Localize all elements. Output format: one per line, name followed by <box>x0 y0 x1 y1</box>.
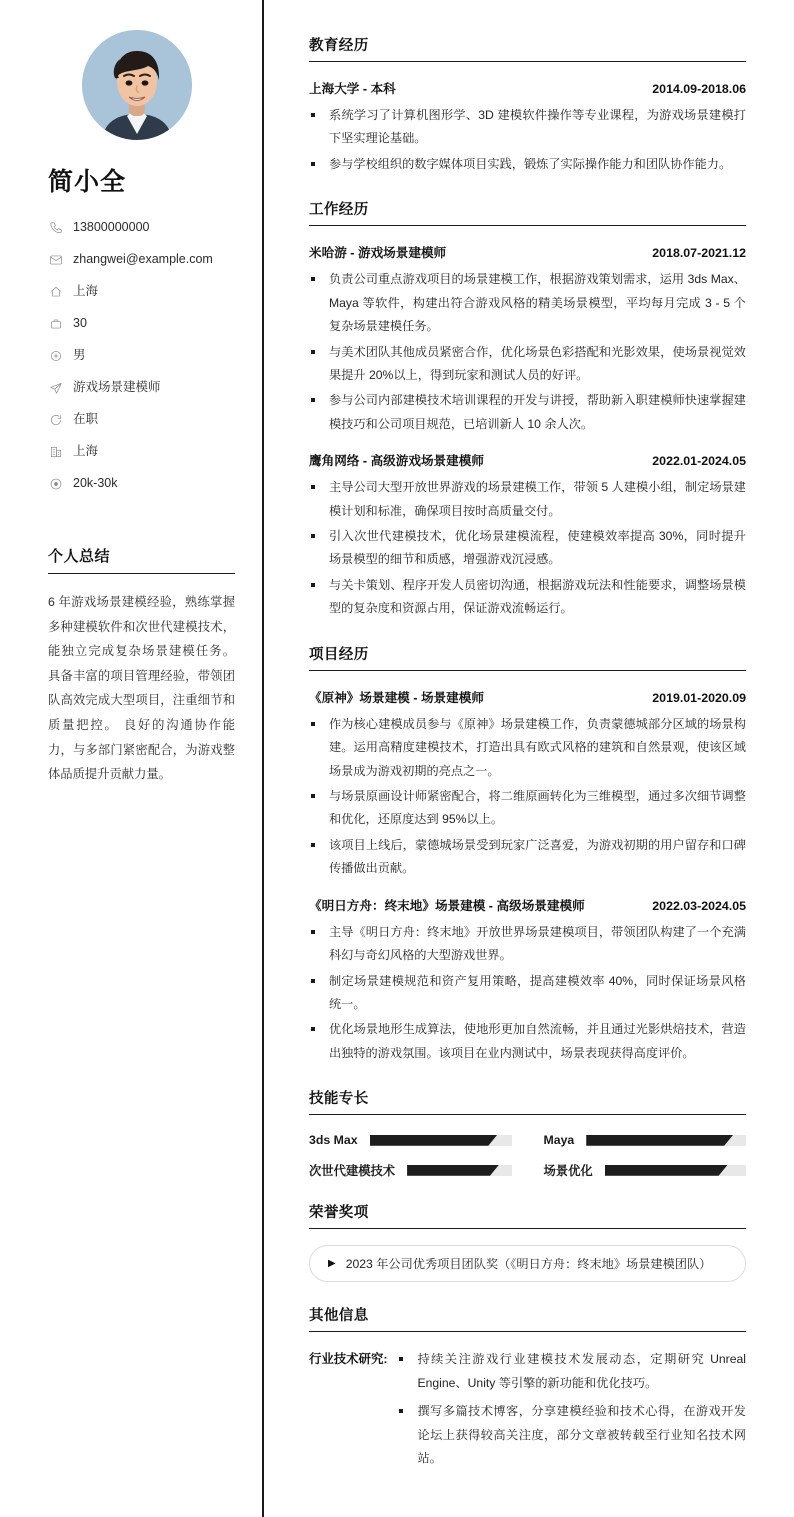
honors-section <box>309 1201 746 1282</box>
main-content <box>263 0 794 1517</box>
entry-bullets <box>309 268 746 436</box>
work-section <box>309 198 746 620</box>
bullet-item: 主导公司大型开放世界游戏的场景建模工作，带领 5 人建模小组，制定场景建模计划和标准，确保项目按时高质量交付。 <box>309 476 746 523</box>
bullet-item: 该项目上线后，蒙德城场景受到玩家广泛喜爱，为游戏初期的用户留存和口碑传播做出贡献。 <box>309 834 746 881</box>
entry-header <box>309 895 746 914</box>
bullet-item: 主导《明日方舟：终末地》开放世界场景建模项目，带领团队构建了一个充满科幻与奇幻风格的大型游戏世界。 <box>309 921 746 968</box>
education-heading: 教育经历 <box>309 34 746 62</box>
id-badge-icon <box>48 316 63 331</box>
summary-text: 6 年游戏场景建模经验，熟练掌握多种建模软件和次世代建模技术，能独立完成复杂场景建模任务。 具备丰富的项目管理经验，带领团队高效完成大型项目，注重细节和质量把控。 良好的沟通协作能力，与多部门紧密配合，为游戏整体品质提升贡献力量。 <box>48 595 235 782</box>
sidebar <box>0 0 263 1517</box>
other-info-label: 行业技术研究: <box>309 1352 388 1367</box>
contact-value-city: 上海 <box>73 444 99 459</box>
contact-value-position: 游戏场景建模师 <box>73 380 161 395</box>
entry-bullets <box>309 104 746 176</box>
contact-item-location <box>48 278 235 305</box>
projects-section <box>309 643 746 1065</box>
entry-date: 2022.03-2024.05 <box>652 898 746 913</box>
skills-heading: 技能专长 <box>309 1087 746 1115</box>
projects-heading: 项目经历 <box>309 643 746 671</box>
contact-value-salary: 20k-30k <box>73 476 118 491</box>
skill-progress-track <box>370 1135 512 1146</box>
entry-title: 米哈游 - 游戏场景建模师 <box>309 246 447 261</box>
entry-header <box>309 450 746 469</box>
column-divider <box>262 0 264 1517</box>
skill-item <box>544 1133 747 1147</box>
bullet-item: 制定场景建模规范和资产复用策略，提高建模效率 40%，同时保证场景风格统一。 <box>309 970 746 1017</box>
entry-bullets <box>309 476 746 621</box>
contact-list <box>48 214 235 497</box>
envelope-icon <box>48 252 63 267</box>
summary-section <box>48 545 235 787</box>
skill-item <box>309 1133 512 1147</box>
contact-value-phone: 13800000000 <box>73 220 150 235</box>
bullet-item: 撰写多篇技术博客，分享建模经验和技术心得，在游戏开发论坛上获得较高关注度，部分文章被转载至行业知名技术网站。 <box>395 1400 746 1470</box>
contact-item-age <box>48 310 235 337</box>
bullet-item: 优化场景地形生成算法，使地形更加自然流畅，并且通过光影烘焙技术，营造出独特的游戏氛围。该项目在业内测试中，场景表现获得高度评价。 <box>309 1018 746 1065</box>
bullet-item: 系统学习了计算机图形学、3D 建模软件操作等专业课程，为游戏场景建模打下坚实理论基础。 <box>309 104 746 151</box>
entry-title: 《原神》场景建模 - 场景建模师 <box>309 690 484 705</box>
skill-label: 次世代建模技术 <box>309 1164 396 1179</box>
skills-grid <box>309 1131 746 1179</box>
entry-header <box>309 687 746 706</box>
skill-progress-track <box>407 1165 511 1176</box>
bullet-item: 参与学校组织的数字媒体项目实践，锻炼了实际操作能力和团队协作能力。 <box>309 153 746 176</box>
skill-progress-fill <box>370 1135 498 1146</box>
honor-text: 2023 年公司优秀项目团队奖（《明日方舟：终末地》场景建模团队） <box>345 1257 712 1272</box>
contact-value-gender: 男 <box>73 348 86 363</box>
skills-section <box>309 1087 746 1179</box>
skill-progress-fill <box>605 1165 728 1176</box>
project-entry <box>309 687 746 881</box>
salary-target-icon <box>48 476 63 491</box>
entry-header <box>309 242 746 261</box>
contact-value-age: 30 <box>73 316 87 331</box>
other-info-section <box>309 1304 746 1475</box>
bullet-item: 负责公司重点游戏项目的场景建模工作，根据游戏策划需求，运用 3ds Max、Maya 等软件，构建出符合游戏风格的精美场景模型，平均每月完成 3 - 5 个复杂场景建模任务。 <box>309 268 746 338</box>
skill-item <box>544 1161 747 1179</box>
entry-header <box>309 78 746 97</box>
contact-item-status <box>48 406 235 433</box>
skill-progress-track <box>605 1165 746 1176</box>
skill-progress-fill <box>407 1165 499 1176</box>
work-entry <box>309 242 746 436</box>
work-entry <box>309 450 746 621</box>
bullet-item: 与关卡策划、程序开发人员密切沟通，根据游戏玩法和性能要求，调整场景模型的复杂度和资源占用，保证游戏流畅运行。 <box>309 574 746 621</box>
candidate-name: 简小全 <box>48 168 127 196</box>
honor-item <box>309 1245 746 1282</box>
work-heading: 工作经历 <box>309 198 746 226</box>
entry-date: 2018.07-2021.12 <box>652 246 746 261</box>
entry-title: 《明日方舟：终末地》场景建模 - 高级场景建模师 <box>309 898 585 913</box>
project-entry <box>309 895 746 1066</box>
avatar-wrapper <box>38 30 235 140</box>
contact-item-email <box>48 246 235 273</box>
phone-icon <box>48 220 63 235</box>
status-refresh-icon <box>48 412 63 427</box>
honors-heading: 荣誉奖项 <box>309 1201 746 1229</box>
play-triangle-icon: ▶ <box>328 1257 336 1269</box>
entry-title: 鹰角网络 - 高级游戏场景建模师 <box>309 454 484 469</box>
bullet-item: 引入次世代建模技术，优化场景建模流程，使建模效率提高 30%，同时提升场景模型的细节和质感，增强游戏沉浸感。 <box>309 525 746 572</box>
bullet-item: 持续关注游戏行业建模技术发展动态，定期研究 Unreal Engine、Unity 等引擎的新功能和优化技巧。 <box>395 1348 746 1395</box>
other-info-bullets <box>395 1348 746 1475</box>
bullet-item: 与美术团队其他成员紧密合作，优化场景色彩搭配和光影效果，使场景视觉效果提升 20%以上，得到玩家和测试人员的好评。 <box>309 341 746 388</box>
contact-item-phone <box>48 214 235 241</box>
contact-item-city <box>48 438 235 465</box>
education-section <box>309 34 746 176</box>
entry-date: 2019.01-2020.09 <box>652 690 746 705</box>
skill-progress-track <box>586 1135 746 1146</box>
home-icon <box>48 284 63 299</box>
building-icon <box>48 444 63 459</box>
paper-plane-icon <box>48 380 63 395</box>
skill-label: Maya <box>543 1133 575 1148</box>
contact-item-salary <box>48 470 235 497</box>
entry-date: 2022.01-2024.05 <box>652 454 746 469</box>
entry-bullets <box>309 921 746 1066</box>
entry-bullets <box>309 713 746 881</box>
avatar <box>82 30 192 140</box>
bullet-item: 参与公司内部建模技术培训课程的开发与讲授，帮助新入职建模师快速掌握建模技巧和公司项目规范，已培训新人 10 余人次。 <box>309 389 746 436</box>
contact-value-status: 在职 <box>73 412 99 427</box>
contact-item-gender <box>48 342 235 369</box>
entry-title: 上海大学 - 本科 <box>309 82 396 96</box>
bullet-item: 与场景原画设计师紧密配合，将二维原画转化为三维模型，通过多次细节调整和优化，还原度达到 95%以上。 <box>309 785 746 832</box>
skill-item <box>309 1161 512 1179</box>
contact-item-position <box>48 374 235 401</box>
skill-progress-fill <box>586 1135 733 1146</box>
skill-label: 3ds Max <box>309 1133 358 1148</box>
summary-heading: 个人总结 <box>48 545 235 574</box>
other-info-heading: 其他信息 <box>309 1304 746 1332</box>
contact-value-location: 上海 <box>73 284 99 299</box>
avatar-portrait-icon <box>82 30 192 140</box>
skill-label: 场景优化 <box>543 1164 593 1179</box>
gender-icon <box>48 348 63 363</box>
bullet-item: 作为核心建模成员参与《原神》场景建模工作，负责蒙德城部分区域的场景构建。运用高精度建模技术，打造出具有欧式风格的建筑和自然景观，使该区域场景成为游戏初期的亮点之一。 <box>309 713 746 783</box>
entry-date: 2014.09-2018.06 <box>652 82 746 96</box>
education-entry <box>309 78 746 176</box>
contact-value-email: zhangwei@example.com <box>73 252 213 267</box>
other-info-row <box>309 1348 746 1475</box>
